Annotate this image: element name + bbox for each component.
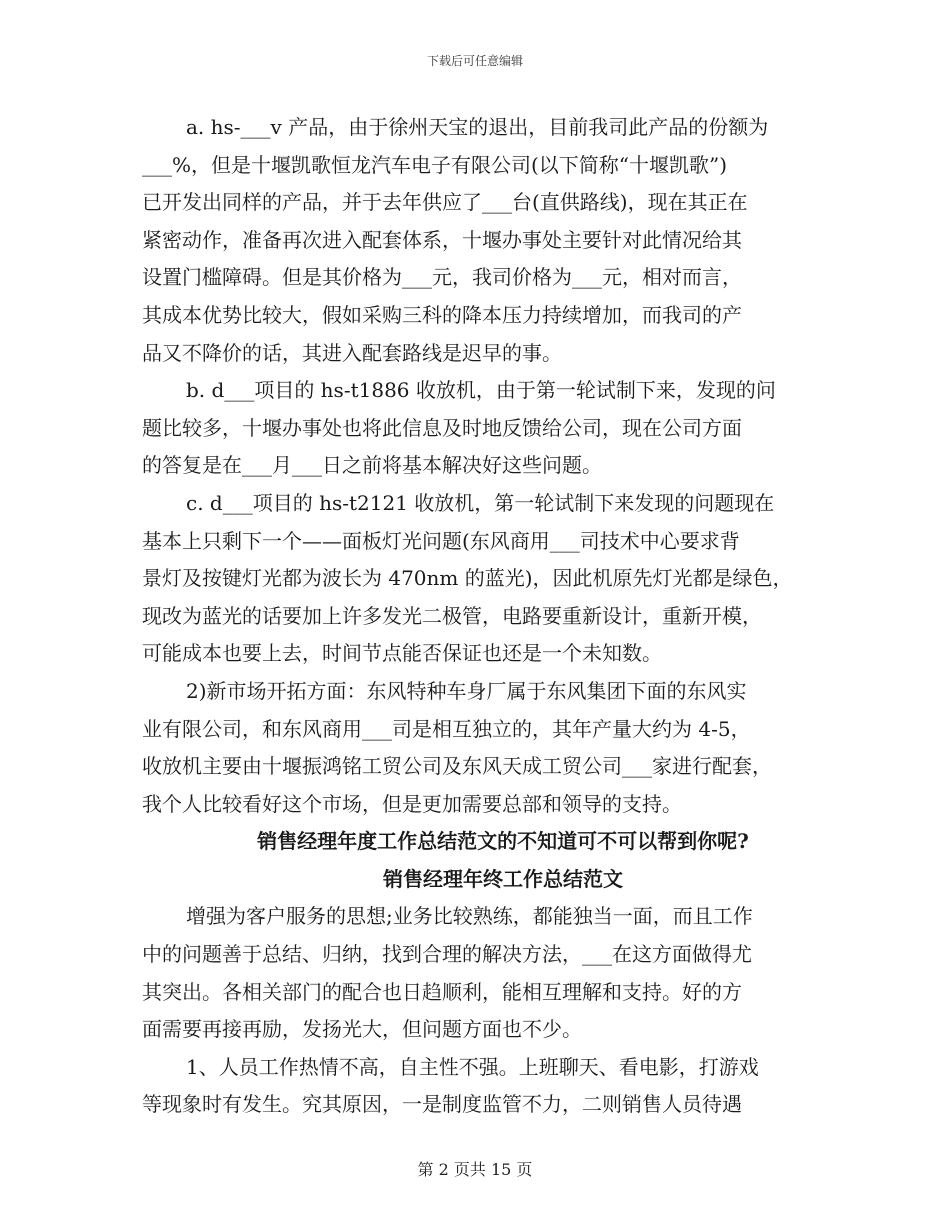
page-footer: 第 2 页共 15 页	[417, 1160, 533, 1179]
text-line: 题比较多，十堰办事处也将此信息及时地反馈给公司，现在公司方面	[142, 415, 742, 440]
section-title: 销售经理年度工作总结范文的不知道可不可以帮到你呢?	[257, 829, 749, 854]
text-line: 等现象时有发生。究其原因，一是制度监管不力，二则销售人员待遇	[142, 1092, 742, 1117]
text-line: 现改为蓝光的话要加上许多发光二极管，电路要重新设计，重新开模，	[142, 603, 762, 628]
document-body	[142, 109, 822, 1124]
text-line: 2)新市场开拓方面：东风特种车身厂属于东风集团下面的东风实	[186, 678, 747, 703]
text-line: 的答复是在___月___日之前将基本解决好这些问题。	[142, 453, 602, 478]
text-line: a. hs-___v 产品，由于徐州天宝的退出，目前我司此产品的份额为	[186, 115, 769, 139]
page-header: 下载后可任意编辑	[426, 54, 523, 68]
text-line: 品又不降价的话，其进入配套路线是迟早的事。	[142, 340, 562, 365]
text-line: 景灯及按键灯光都为波长为 470nm 的蓝光)，因此机原先灯光都是绿色，	[142, 566, 793, 591]
text-line: ___%，但是十堰凯歌恒龙汽车电子有限公司(以下简称“十堰凯歌”)	[142, 152, 728, 177]
text-line: 增强为客户服务的思想;业务比较熟练，都能独当一面，而且工作	[186, 904, 753, 929]
text-line: 已开发出同样的产品，并于去年供应了___台(直供路线)，现在其正在	[142, 190, 748, 215]
text-line: 其成本优势比较大，假如采购三科的降本压力持续增加，而我司的产	[142, 302, 742, 327]
text-line: 我个人比较看好这个市场，但是更加需要总部和领导的支持。	[142, 791, 682, 816]
text-line: b. d___项目的 hs-t1886 收放机，由于第一轮试制下来，发现的问	[186, 378, 776, 403]
text-line: 基本上只剩下一个——面板灯光问题(东风商用___司技术中心要求背	[142, 528, 740, 553]
text-line: c. d___项目的 hs-t2121 收放机，第一轮试制下来发现的问题现在	[186, 490, 775, 515]
text-line: 中的问题善于总结、归纳，找到合理的解决方法，___在这方面做得尤	[142, 942, 752, 967]
text-line: 面需要再接再励，发扬光大，但问题方面也不少。	[142, 1017, 582, 1042]
text-line: 紧密动作，准备再次进入配套体系，十堰办事处主要针对此情况给其	[142, 227, 742, 252]
text-line: 可能成本也要上去，时间节点能否保证也还是一个未知数。	[142, 641, 662, 666]
text-line: 设置门槛障碍。但是其价格为___元，我司价格为___元，相对而言，	[142, 265, 742, 290]
section-title: 销售经理年终工作总结范文	[383, 866, 623, 891]
text-line: 业有限公司，和东风商用___司是相互独立的，其年产量大约为 4-5，	[142, 716, 751, 741]
text-line: 收放机主要由十堰振鸿铭工贸公司及东风天成工贸公司___家进行配套，	[142, 754, 772, 779]
text-line: 1、人员工作热情不高，自主性不强。上班聊天、看电影，打游戏	[186, 1054, 759, 1079]
text-line: 其突出。各相关部门的配合也日趋顺利，能相互理解和支持。好的方	[142, 979, 742, 1004]
